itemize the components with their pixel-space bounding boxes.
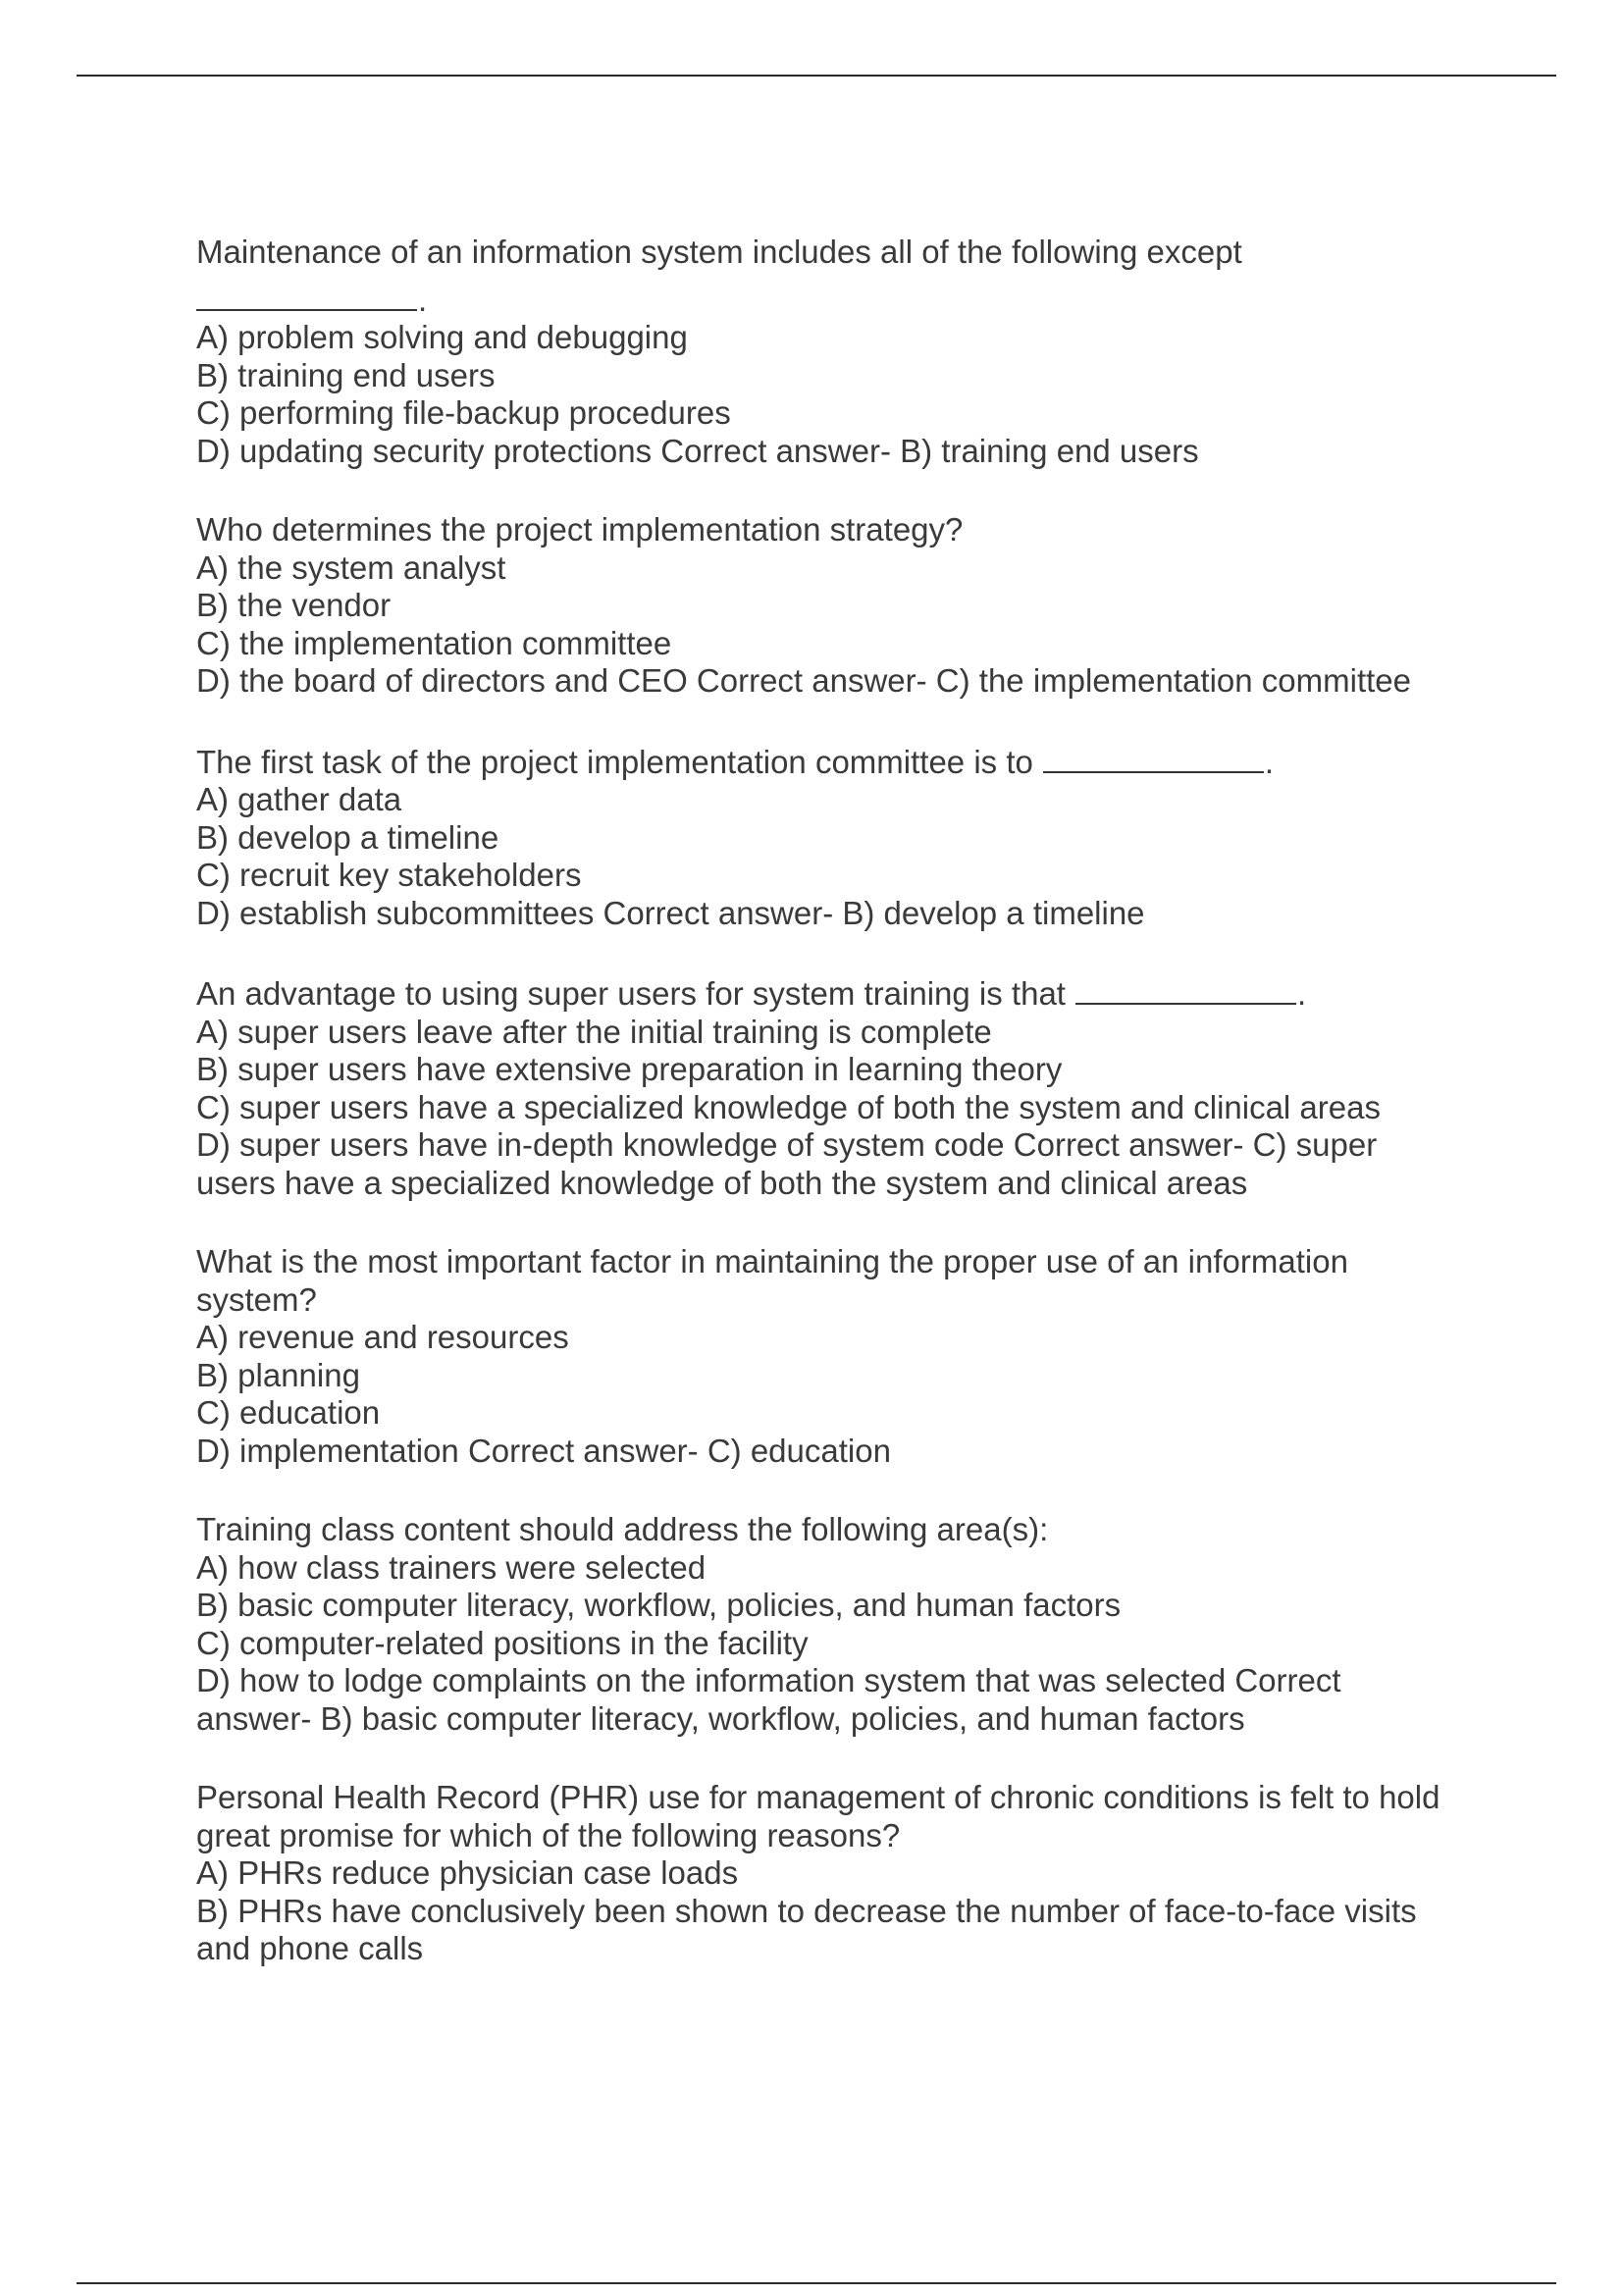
question-stem-line: An advantage to using super users for system training is that . [196,975,1307,1012]
option: A) how class trainers were selected [196,1548,707,1586]
option-with-answer: D) super users have in-depth knowledge of system code Correct answer- C) super [196,1126,1378,1163]
question-block-7 [196,1779,1472,1968]
option-with-answer: D) the board of directors and CEO Correct answer- C) the implementation committee [196,662,1411,699]
question-block-1 [196,234,1472,470]
top-rule [77,75,1556,77]
answer-blank [1075,973,1296,1005]
question-block-6 [196,1511,1472,1738]
question-stem: The first task of the project implementation committee is to [196,743,1033,780]
option: B) planning [196,1356,360,1393]
option-continuation: answer- B) basic computer literacy, workflow, policies, and human factors [196,1699,1245,1737]
option-with-answer: D) establish subcommittees Correct answer- B) develop a timeline [196,894,1145,931]
question-stem-line: The first task of the project implementation committee is to . [196,743,1275,780]
option: A) problem solving and debugging [196,319,688,355]
question-block-3 [196,742,1472,933]
answer-blank [196,280,417,311]
question-block-5 [196,1243,1472,1470]
option: A) the system analyst [196,548,506,586]
option: C) education [196,1394,381,1431]
question-stem: What is the most important factor in maintaining the proper use of an information [196,1243,1348,1279]
option-with-answer: D) updating security protections Correct answer- B) training end users [196,432,1199,469]
question-stem: Training class content should address the following area(s): [196,1511,1049,1547]
option: A) revenue and resources [196,1319,569,1355]
document-body [196,234,1472,2009]
question-stem-continuation: great promise for which of the following reasons? [196,1816,901,1853]
option: C) performing file-backup procedures [196,394,731,431]
answer-blank-line: . [196,272,1472,320]
option: A) PHRs reduce physician case loads [196,1854,739,1891]
option: C) the implementation committee [196,624,672,661]
question-stem: Maintenance of an information system includes all of the following except [196,234,1242,270]
option: C) computer-related positions in the facility [196,1624,809,1661]
option-continuation: users have a specialized knowledge of both the system and clinical areas [196,1164,1248,1201]
answer-blank [1043,742,1264,773]
question-stem-continuation: system? [196,1280,317,1318]
option-with-answer: D) implementation Correct answer- C) education [196,1432,891,1469]
option-with-answer: D) how to lodge complaints on the information system that was selected Correct [196,1662,1341,1698]
option-continuation: and phone calls [196,1930,424,1966]
bottom-rule [77,2282,1556,2284]
question-block-4 [196,973,1472,1202]
option: A) gather data [196,781,402,817]
option: B) basic computer literacy, workflow, policies, and human factors [196,1587,1122,1623]
option: B) training end users [196,356,496,393]
option: B) super users have extensive preparation in learning theory [196,1051,1063,1087]
option: B) develop a timeline [196,818,499,856]
option: C) recruit key stakeholders [196,857,582,893]
option: A) super users leave after the initial training is complete [196,1013,992,1050]
option: B) PHRs have conclusively been shown to decrease the number of face-to-face visits [196,1892,1417,1929]
option: C) super users have a specialized knowledge of both the system and clinical areas [196,1088,1381,1125]
question-block-2 [196,511,1472,701]
question-stem: Personal Health Record (PHR) use for management of chronic conditions is felt to hold [196,1779,1440,1815]
question-stem: Who determines the project implementation strategy? [196,511,964,548]
question-stem: An advantage to using super users for system training is that [196,975,1066,1012]
option: B) the vendor [196,587,392,623]
